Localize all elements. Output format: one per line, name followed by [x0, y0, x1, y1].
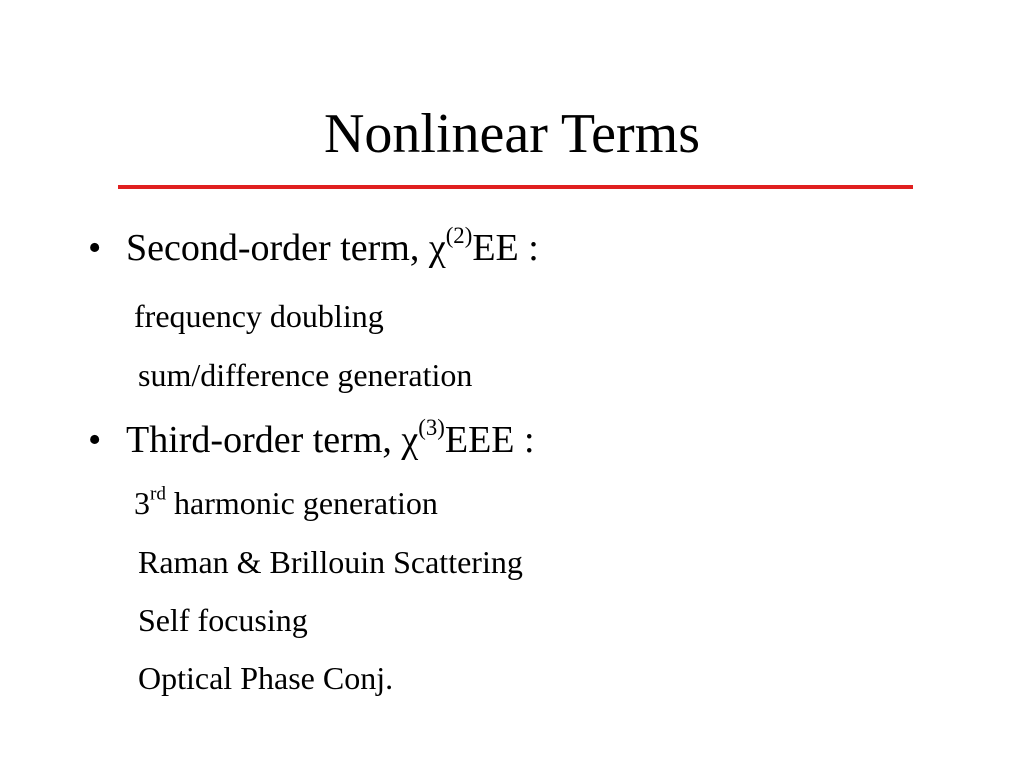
sub-item-phase-conjugation: Optical Phase Conj. — [138, 660, 394, 696]
bullet-second-order — [88, 222, 539, 270]
chi-symbol: χ — [428, 227, 446, 269]
order-superscript: (3) — [418, 414, 445, 440]
sub-item-sum-difference: sum/difference generation — [138, 357, 473, 393]
bullet-marker: • — [88, 227, 102, 269]
chi-symbol: χ — [401, 419, 419, 461]
title-underline — [118, 185, 913, 189]
order-superscript: (2) — [445, 222, 473, 248]
sub-item-self-focusing: Self focusing — [138, 602, 308, 638]
bullet-marker: • — [88, 419, 102, 461]
ordinal-number: 3 — [134, 485, 150, 521]
sub-item-text: harmonic generation — [165, 485, 438, 521]
field-terms: EE : — [472, 227, 539, 269]
field-terms: EEE : — [444, 419, 535, 461]
bullet-text: Second-order term, — [126, 227, 429, 269]
bullet-third-order — [88, 414, 535, 462]
slide-title: Nonlinear Terms — [323, 103, 701, 165]
sub-item-raman-brillouin: Raman & Brillouin Scattering — [138, 544, 523, 580]
bullet-text: Third-order term, — [126, 419, 402, 461]
ordinal-suffix: rd — [150, 483, 166, 505]
sub-item-frequency-doubling: frequency doubling — [134, 298, 384, 334]
sub-item-third-harmonic — [134, 484, 438, 522]
